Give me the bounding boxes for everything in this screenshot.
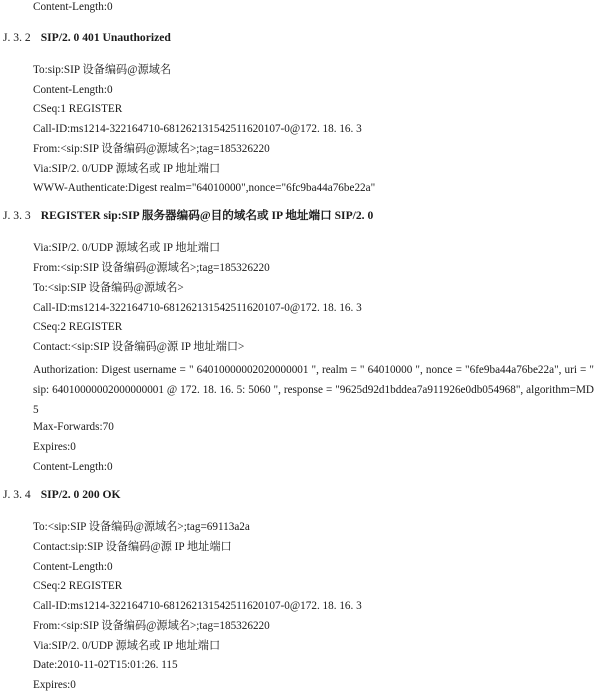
sip-header-line: Date:2010-11-02T15:01:26. 115 bbox=[33, 659, 178, 671]
content-length-line: Content-Length:0 bbox=[33, 1, 113, 13]
section-number: J. 3. 3 bbox=[3, 209, 31, 222]
sip-header-line: From:<sip:SIP 设备编码@源域名>;tag=185326220 bbox=[33, 143, 270, 155]
section-title: SIP/2. 0 200 OK bbox=[40, 488, 121, 501]
sip-header-line: Content-Length:0 bbox=[33, 461, 113, 473]
section-heading-j332 bbox=[3, 31, 171, 45]
sip-header-line: Contact:sip:SIP 设备编码@源 IP 地址端口 bbox=[33, 541, 232, 553]
sip-header-line: Max-Forwards:70 bbox=[33, 421, 114, 433]
sip-header-line: Via:SIP/2. 0/UDP 源域名或 IP 地址端口 bbox=[33, 163, 221, 175]
sip-header-line: Call-ID:ms1214-322164710-681262131542511620107-0@172. 18. 16. 3 bbox=[33, 302, 362, 314]
sip-header-line: Content-Length:0 bbox=[33, 561, 113, 573]
authorization-header: Authorization: Digest username = " 64010000002020000001 ", realm = " 64010000 ", nonce = "6fe9ba44a76be22a", uri = " sip: 64010000002000000001 @ 172. 18. 16. 5: 5060 ", response = "9625d92d1bddea7a911926e0db054968", algorithm=MD5 bbox=[33, 364, 594, 416]
sip-header-line: To:<sip:SIP 设备编码@源域名> bbox=[33, 282, 184, 294]
sip-header-line: Expires:0 bbox=[33, 679, 76, 691]
sip-header-line: CSeq:2 REGISTER bbox=[33, 580, 123, 592]
sip-header-line: To:sip:SIP 设备编码@源域名 bbox=[33, 64, 172, 76]
sip-header-line: To:<sip:SIP 设备编码@源域名>;tag=69113a2a bbox=[33, 521, 250, 533]
sip-header-line: Content-Length:0 bbox=[33, 84, 113, 96]
sip-header-line: Contact:<sip:SIP 设备编码@源 IP 地址端口> bbox=[33, 341, 245, 353]
section-number: J. 3. 2 bbox=[3, 31, 31, 44]
sip-header-line: CSeq:1 REGISTER bbox=[33, 103, 123, 115]
section-heading-j334 bbox=[3, 488, 121, 502]
sip-header-line: WWW-Authenticate:Digest realm="64010000",nonce="6fc9ba44a76be22a" bbox=[33, 182, 376, 194]
sip-header-line: Via:SIP/2. 0/UDP 源域名或 IP 地址端口 bbox=[33, 640, 221, 652]
sip-header-line: Expires:0 bbox=[33, 441, 76, 453]
section-title: REGISTER sip:SIP 服务器编码@目的域名或 IP 地址端口 SIP/2. 0 bbox=[40, 209, 374, 222]
sip-header-line: From:<sip:SIP 设备编码@源域名>;tag=185326220 bbox=[33, 620, 270, 632]
section-title: SIP/2. 0 401 Unauthorized bbox=[40, 31, 171, 44]
section-heading-j333 bbox=[3, 209, 373, 223]
sip-header-line: Call-ID:ms1214-322164710-681262131542511620107-0@172. 18. 16. 3 bbox=[33, 123, 362, 135]
sip-header-line: From:<sip:SIP 设备编码@源域名>;tag=185326220 bbox=[33, 262, 270, 274]
sip-header-line: Call-ID:ms1214-322164710-681262131542511620107-0@172. 18. 16. 3 bbox=[33, 600, 362, 612]
sip-header-line: Via:SIP/2. 0/UDP 源域名或 IP 地址端口 bbox=[33, 242, 221, 254]
section-number: J. 3. 4 bbox=[3, 488, 31, 501]
sip-header-line: CSeq:2 REGISTER bbox=[33, 321, 123, 333]
